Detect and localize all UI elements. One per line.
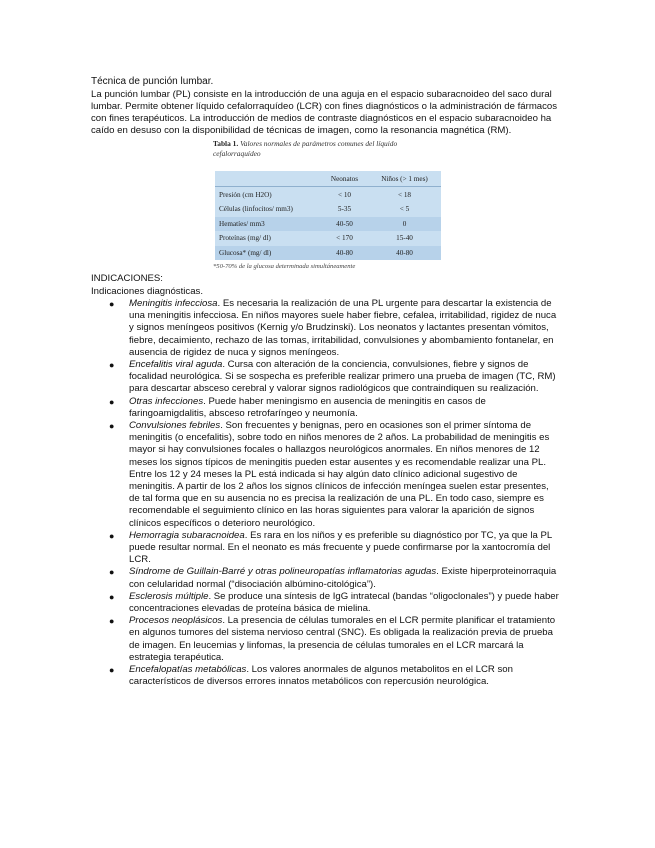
bullet-icon: ● bbox=[109, 664, 115, 675]
table-cell: 40-80 bbox=[321, 246, 368, 261]
table-cell: Células (linfocitos/ mm3) bbox=[219, 205, 293, 214]
section-title: Técnica de punción lumbar. bbox=[91, 76, 214, 87]
table-cell: < 18 bbox=[397, 190, 412, 199]
item-term: Meningitis infecciosa bbox=[129, 297, 218, 309]
list-item bbox=[91, 664, 561, 688]
caption-text: Valores normales de parámetros comunes del líquido cefalorraquídeo bbox=[213, 139, 398, 158]
table-footnote: *50-70% de la glucosa determinada simultáneamente bbox=[213, 263, 356, 271]
item-text: . Cursa con alteración de la conciencia, convulsiones, fiebre y signos de focalidad neurológica. Si se sospecha es preferible realizar primero una prueba de imagen (TC, RM) para descartar absceso cerebral y valorar signos radiológicos que contraindiquen su realización. bbox=[129, 358, 556, 395]
list-item bbox=[91, 420, 561, 530]
item-term: Procesos neoplásicos bbox=[129, 615, 223, 627]
bullet-icon: ● bbox=[109, 591, 115, 602]
intro-paragraph: La punción lumbar (PL) consiste en la introducción de una aguja en el espacio subaracnoideo del saco dural lumbar. Permite obtener líquido cefalorraquídeo (LCR) con fines diagnósticos o la administración de fármacos con fines terapéuticos. La introducción de medios de contraste diagnósticos en el espacio subaracnoideo ha caído en desuso con la disponibilidad de técnicas de imagen, como la resonancia magnética (RM). bbox=[91, 88, 558, 137]
item-text: . Son frecuentes y benignas, pero en ocasiones son el primer síntoma de meningitis (o encefalitis), sobre todo en niños menores de 2 años. La probabilidad de meningitis es mayor si hay convulsiones focales o hallazgos neurológicos anormales. En niños menores de 12 meses los signos típicos de meningitis pueden estar ausentes y es recomendable realizar una PL. Entre los 12 y 24 meses la PL está indicada si hay algún dato clínico adicional sugestivo de meningitis. A partir de los 2 años los signos clínicos de infección meníngea suelen estar presentes, de tal forma que en su ausencia no es precisa la realización de una PL. En todo caso, siempre es recomendable el seguimiento clínico en las horas siguientes para valorar la aparición de signos clínicos específicos o deterioro neurológico. bbox=[129, 419, 550, 529]
bullet-icon: ● bbox=[109, 616, 115, 627]
figure-table-lcr bbox=[213, 139, 441, 273]
item-term: Otras infecciones bbox=[129, 395, 204, 407]
list-item bbox=[91, 396, 561, 420]
table-cell: < 5 bbox=[399, 205, 410, 214]
list-item bbox=[91, 298, 561, 359]
indicaciones-heading: INDICACIONES: bbox=[91, 273, 163, 285]
bullet-icon: ● bbox=[109, 567, 115, 578]
list-item bbox=[91, 566, 561, 590]
table-row bbox=[215, 217, 441, 232]
table-cell: Hematíes/ mm3 bbox=[215, 217, 321, 232]
table-cell: Presión (cm H2O) bbox=[219, 190, 272, 199]
list-item bbox=[91, 615, 561, 664]
table-cell: < 10 bbox=[337, 190, 352, 199]
document-page bbox=[91, 76, 561, 688]
table-header-cell: Neonatos bbox=[321, 171, 368, 187]
table-cell: 40-50 bbox=[321, 217, 368, 232]
item-text: . La presencia de células tumorales en el LCR permite planificar el tratamiento en algunos tumores del sistema nervioso central (SNC). Es obligada la realización previa de prueba de imagen. En leucemias y linfomas, la presencia de células tumorales en el LCR marcará la estrategia terapéutica. bbox=[129, 615, 556, 663]
table-cell: Glucosa* (mg/ dl) bbox=[215, 246, 321, 261]
item-term: Hemorragia subaracnoidea bbox=[129, 529, 245, 541]
list-item bbox=[91, 530, 561, 567]
table-header-cell: Niños (> 1 mes) bbox=[368, 171, 441, 187]
table-cell: 40-80 bbox=[368, 246, 441, 261]
table-cell: < 170 bbox=[336, 234, 353, 243]
bullet-icon: ● bbox=[109, 298, 115, 309]
bullet-icon: ● bbox=[109, 396, 115, 407]
table-cell: Proteínas (mg/ dl) bbox=[219, 234, 271, 243]
item-text: . Se produce una síntesis de IgG intratecal (bandas “oligoclonales”) y puede haber concentraciones elevadas de proteína básica de mielina. bbox=[129, 590, 559, 614]
item-text: . Los valores anormales de algunos metabolitos en el LCR son característicos de diversos errores innatos metabólicos con repercusión neurológica. bbox=[129, 663, 513, 688]
table-cell: 0 bbox=[368, 217, 441, 232]
table-cell: 15-40 bbox=[396, 234, 413, 243]
indicaciones-list bbox=[91, 298, 561, 689]
table-row bbox=[215, 202, 441, 217]
item-term: Síndrome de Guillain-Barré y otras polineuropatías inflamatorias agudas bbox=[129, 566, 437, 578]
item-term: Encefalopatías metabólicas bbox=[129, 663, 247, 675]
list-item bbox=[91, 359, 561, 396]
table-row bbox=[215, 246, 441, 261]
bullet-icon: ● bbox=[109, 420, 115, 431]
item-text: . Existe hiperproteinorraquia con celularidad normal (“disociación albúmino-citológica”). bbox=[129, 566, 557, 590]
table-header-row bbox=[215, 171, 441, 187]
item-text: . Puede haber meningismo en ausencia de meningitis en casos de faringoamigdalitis, absceso retrofaríngeo y neumonía. bbox=[129, 395, 486, 419]
lcr-values-table bbox=[215, 171, 441, 260]
item-term: Encefalitis viral aguda bbox=[129, 358, 223, 370]
table-header-cell bbox=[215, 171, 321, 187]
caption-label: Tabla 1. bbox=[213, 139, 239, 149]
bullet-icon: ● bbox=[109, 359, 115, 370]
table-row bbox=[215, 231, 441, 246]
item-term: Esclerosis múltiple bbox=[129, 590, 209, 602]
figure-caption bbox=[213, 139, 441, 158]
item-text: . Es rara en los niños y es preferible su diagnóstico por TC, ya que la PL puede resultar normal. En el neonato es más frecuente y puede confirmarse por la xantocromía del LCR. bbox=[129, 529, 552, 566]
bullet-icon: ● bbox=[109, 530, 115, 541]
list-item bbox=[91, 591, 561, 615]
indicaciones-subheading: Indicaciones diagnósticas. bbox=[91, 285, 203, 297]
item-text: . Es necesaria la realización de una PL urgente para descartar la existencia de una meningitis infecciosa. En niños mayores suele haber fiebre, cefalea, irritabilidad, rigidez de nuca y signos meníngeos positivos (Kernig y/o Brudzinski). Los neonatos y lactantes presentan vómitos, fiebre, decaimiento, rechazo de las tomas, irritabilidad, convulsiones y abombamiento fontanelar, en ausencia de rigidez de nuca y signos meníngeos. bbox=[129, 297, 557, 358]
item-term: Convulsiones febriles bbox=[129, 419, 221, 431]
table-row bbox=[215, 187, 441, 202]
table-cell: 5-35 bbox=[337, 205, 352, 214]
